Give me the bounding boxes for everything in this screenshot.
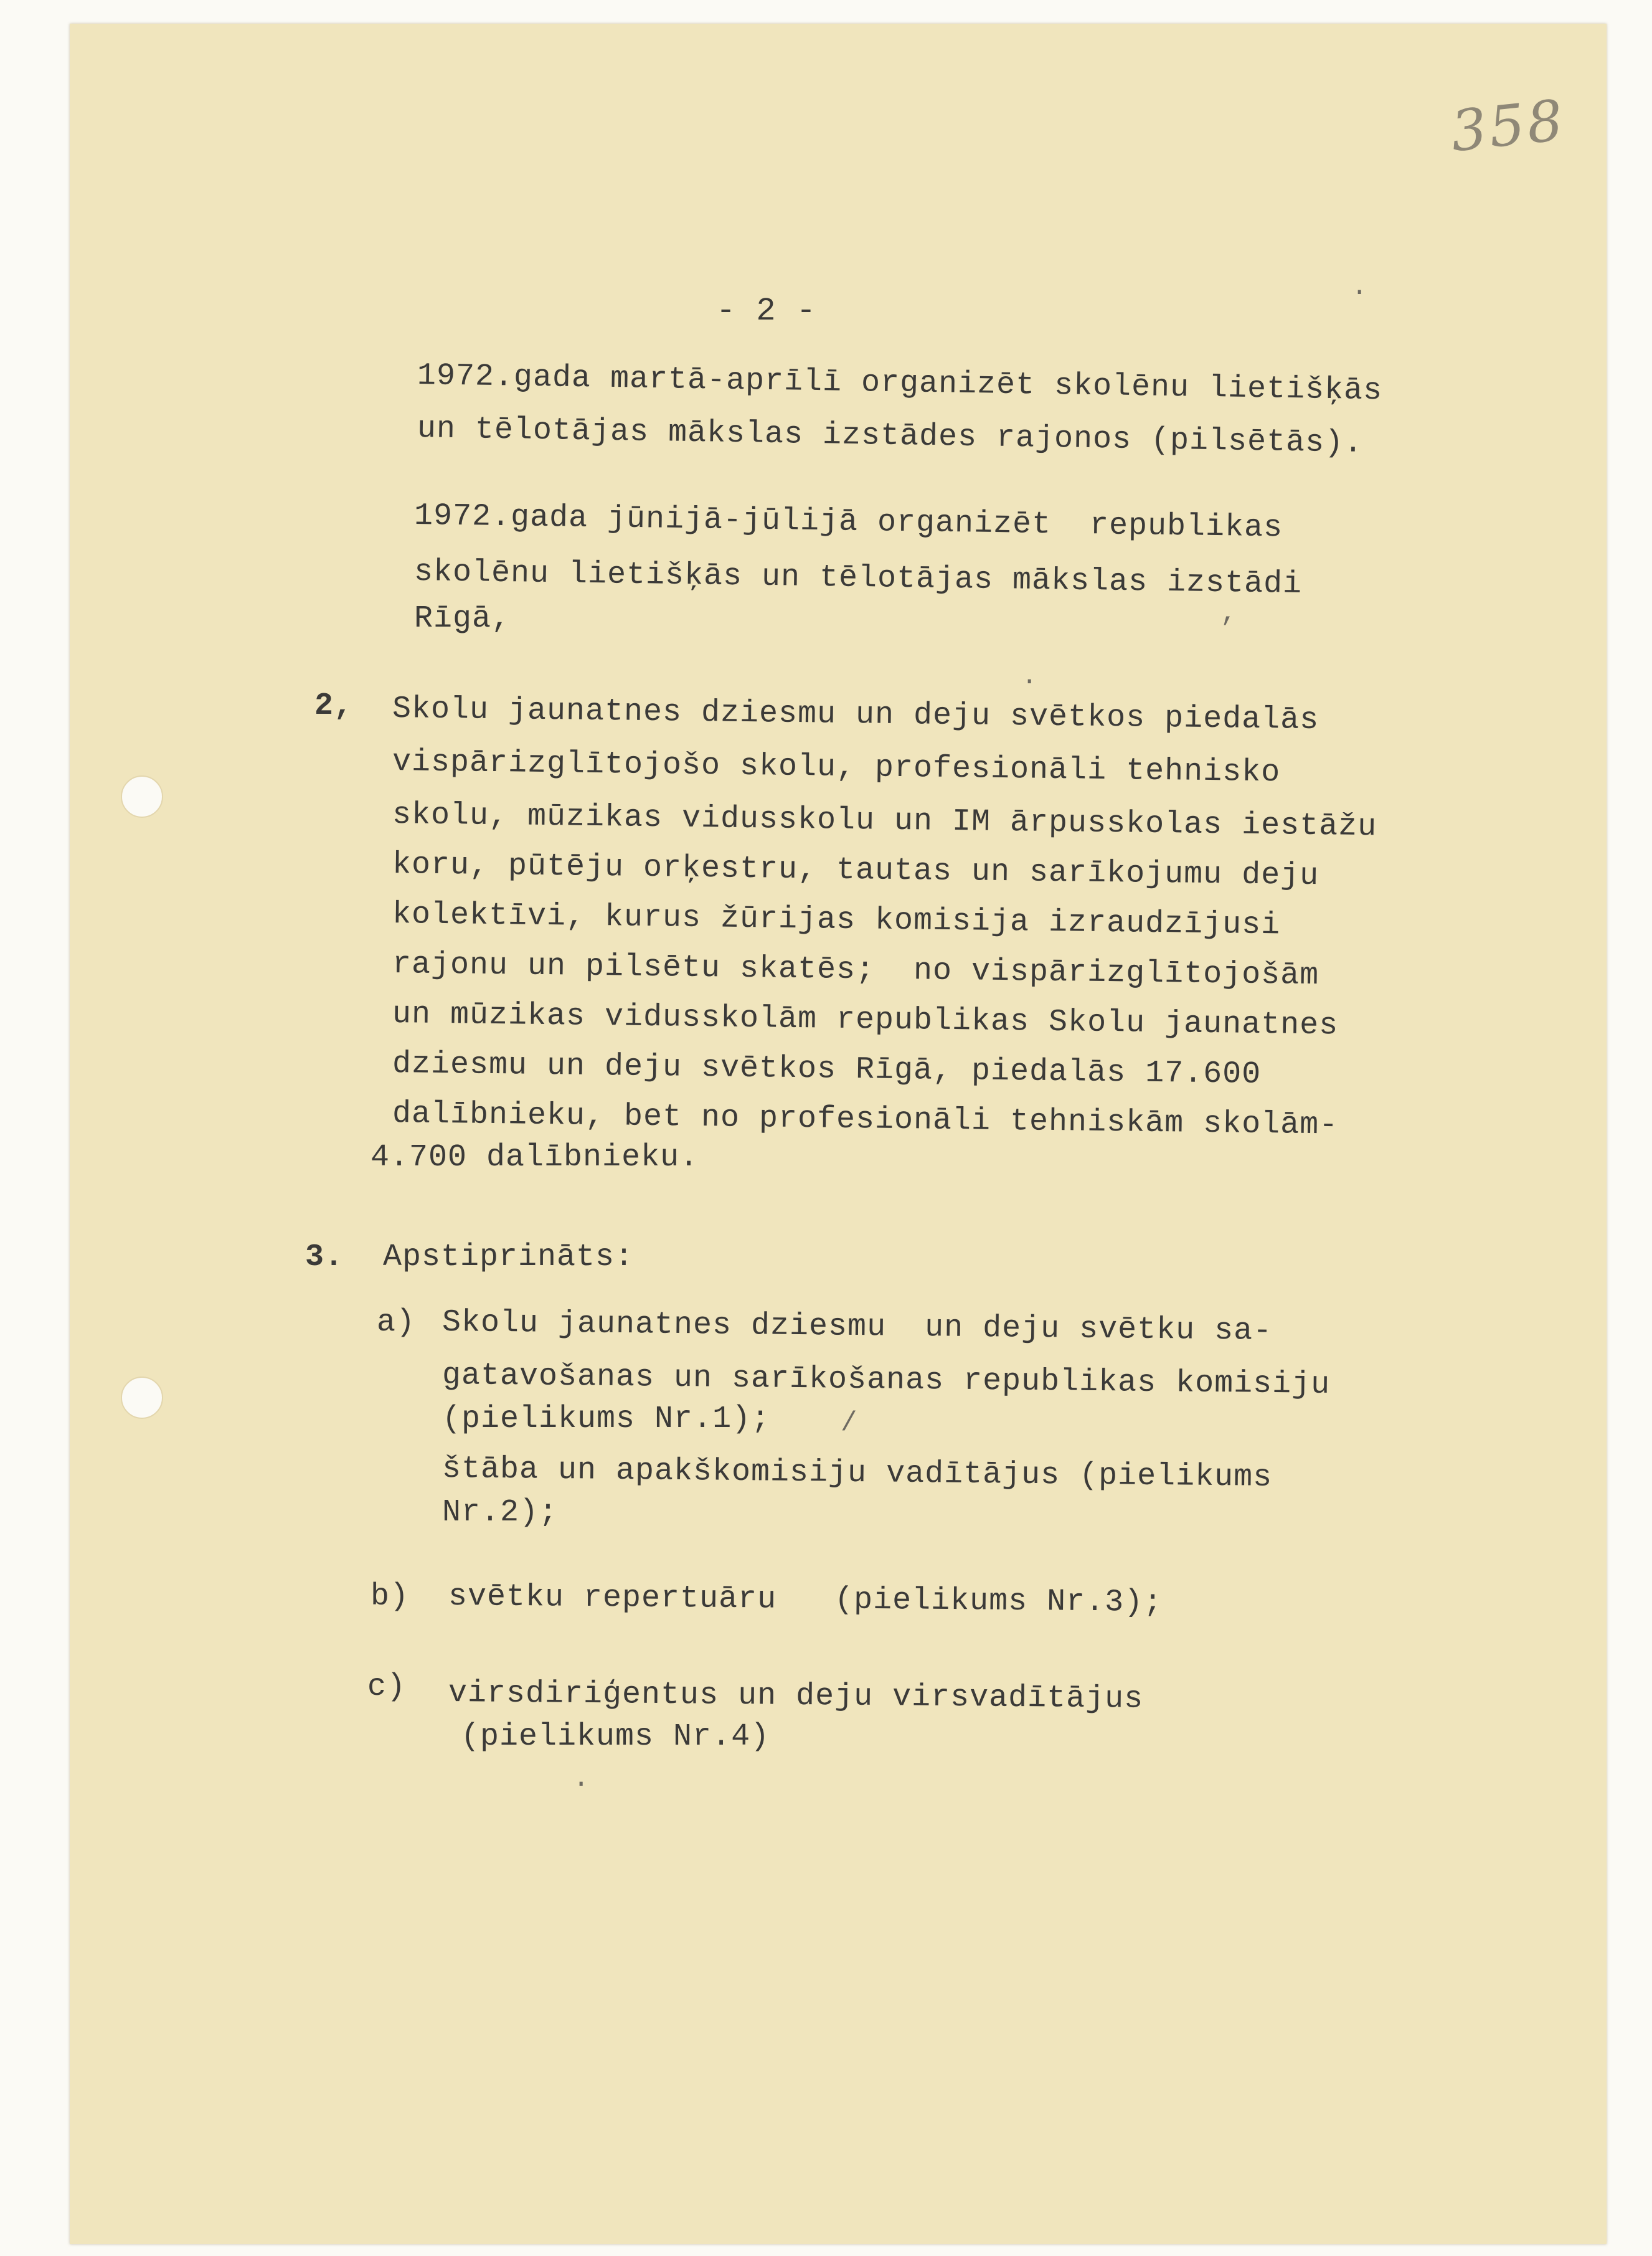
section-2-line: 4.700 dalībnieku. (371, 1140, 699, 1175)
intro-line: 1972.gada martā-aprīlī organizēt skolēnu lietišķās (417, 358, 1383, 409)
stray-mark: · (1021, 666, 1038, 698)
section-2-number: 2, (314, 688, 354, 724)
section-2-line: vispārizglītojošo skolu, profesionāli tehnisko (392, 744, 1281, 791)
section-2-line: koru, pūtēju orķestru, tautas un sarīkojumu deju (392, 847, 1319, 894)
item-a-line: Skolu jaunatnes dziesmu un deju svētku sa- (441, 1305, 1273, 1349)
item-a-line: štāba un apakškomisiju vadītājus (pielikums (441, 1451, 1273, 1495)
section-2-line: dziesmu un deju svētkos Rīgā, piedalās 17.600 (392, 1046, 1262, 1093)
item-a-line: gatavošanas un sarīkošanas republikas komisiju (441, 1358, 1331, 1403)
item-b-text: svētku repertuāru (pielikums Nr.3); (448, 1579, 1163, 1621)
intro-line: Rīgā, (414, 601, 511, 637)
punch-hole-upper (121, 775, 163, 818)
stray-mark: · (1351, 277, 1368, 308)
section-2-line: un mūzikas vidusskolām republikas Skolu jaunatnes (392, 997, 1339, 1044)
section-2-line: skolu, mūzikas vidusskolu un IM ārpusskolas iestāžu (392, 797, 1377, 845)
section-2-line: Skolu jaunatnes dziesmu un deju svētkos piedalās (392, 691, 1319, 739)
item-c-line: (pielikums Nr.4) (461, 1719, 770, 1755)
item-b-marker: b) (371, 1579, 410, 1614)
section-2-line: kolektīvi, kurus žūrijas komisija izraudzījusi (392, 897, 1281, 944)
stray-mark: · (573, 1769, 590, 1800)
punch-hole-lower (121, 1377, 163, 1419)
stray-mark: , (1220, 598, 1237, 629)
archive-page-number: 358 (1448, 87, 1569, 165)
section-3-heading: Apstiprināts: (383, 1239, 635, 1275)
item-a-line: (pielikums Nr.1); (442, 1401, 771, 1437)
section-3-number: 3. (305, 1239, 344, 1275)
item-c-marker: c) (367, 1669, 407, 1705)
stray-mark: / (841, 1408, 857, 1439)
intro-line: skolēnu lietišķās un tēlotājas mākslas izstādi (413, 554, 1303, 602)
item-c-line: virsdiriģentus un deju virsvadītājus (448, 1675, 1144, 1717)
item-a-line: Nr.2); (442, 1495, 559, 1530)
intro-line: 1972.gada jūnijā-jūlijā organizēt republikas (413, 498, 1283, 546)
section-2-line: rajonu un pilsētu skatēs; no vispārizglītojošām (392, 947, 1319, 994)
intro-line: un tēlotājas mākslas izstādes rajonos (pilsētās). (417, 411, 1364, 462)
item-a-marker: a) (377, 1305, 416, 1340)
page-number: - 2 - (716, 293, 817, 329)
section-2-line: dalībnieku, bet no profesionāli tehniskām skolām- (392, 1096, 1339, 1144)
